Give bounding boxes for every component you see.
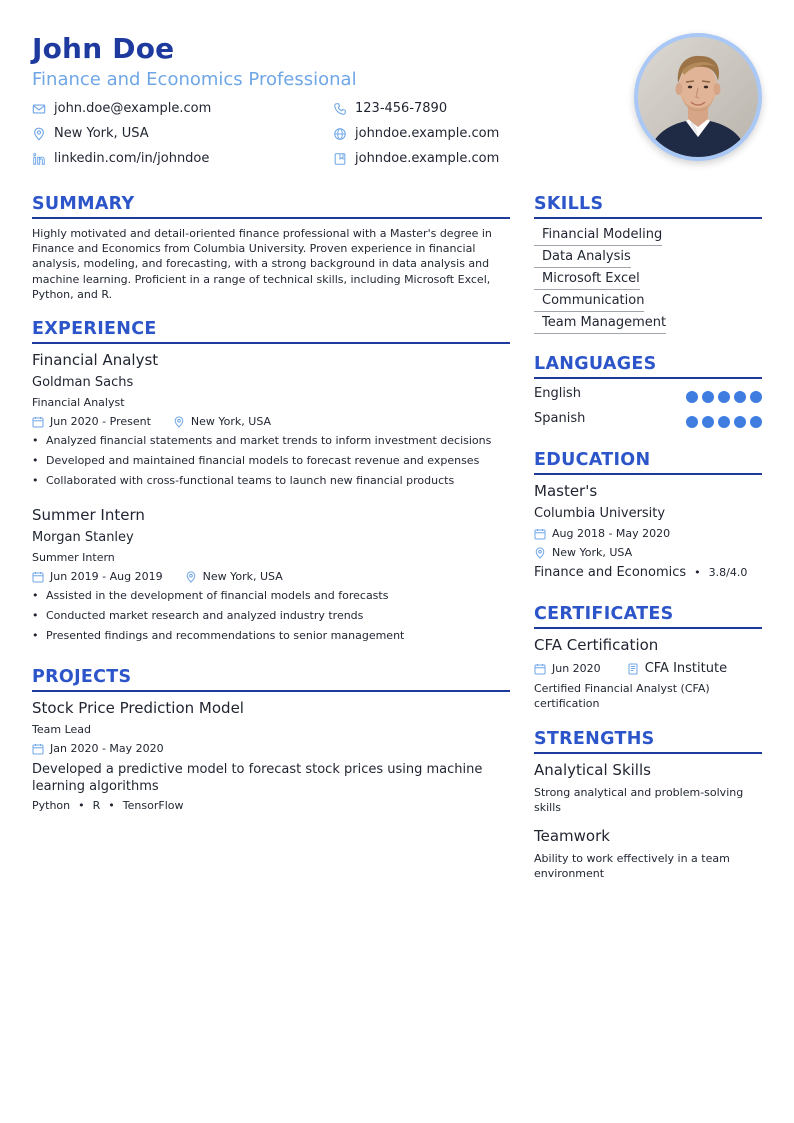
portfolio-text: johndoe.example.com (355, 151, 500, 166)
project-title: Stock Price Prediction Model (32, 699, 244, 717)
email-text: john.doe@example.com (54, 101, 212, 116)
job-bullet: • Developed and maintained financial models to forecast revenue and expenses (32, 454, 480, 467)
job-role: Summer Intern (32, 551, 115, 564)
section-title-summary: SUMMARY (32, 193, 510, 219)
proficiency-dot (702, 416, 714, 428)
section-title-experience: EXPERIENCE (32, 318, 510, 344)
section-title-education: EDUCATION (534, 449, 762, 475)
contact-email[interactable] (32, 101, 211, 116)
section-title-projects: PROJECTS (32, 666, 510, 692)
globe-icon (333, 127, 347, 141)
location-pin-icon (173, 416, 185, 428)
skill-tag: Team Management (534, 314, 666, 334)
linkedin-icon (32, 152, 46, 166)
education-location-row (534, 546, 632, 559)
section-title-languages: LANGUAGES (534, 353, 762, 379)
job-bullet: • Collaborated with cross-functional teams to launch new financial products (32, 474, 455, 487)
education-gpa: 3.8/4.0 (708, 566, 748, 579)
skill-tag: Data Analysis (534, 248, 631, 268)
proficiency-dot (734, 416, 746, 428)
job-role: Financial Analyst (32, 396, 125, 409)
location-pin-icon (32, 127, 46, 141)
phone-icon (333, 102, 347, 116)
project-tool: Python (32, 799, 71, 812)
candidate-headline: Finance and Economics Professional (32, 69, 357, 90)
project-description: Developed a predictive model to forecast stock prices using machine learning algorithms (32, 762, 483, 794)
proficiency-dot (750, 391, 762, 403)
proficiency-dot (686, 416, 698, 428)
project-tool: R (92, 799, 101, 812)
job-bullet: • Presented findings and recommendations to senior management (32, 629, 405, 642)
certificate-meta (534, 661, 727, 676)
certificate-issuer: CFA Institute (644, 661, 728, 676)
education-dates-row (534, 527, 670, 540)
job-company: Morgan Stanley (32, 530, 134, 545)
language-level (686, 416, 762, 428)
profile-photo (634, 33, 762, 161)
education-field-row: Finance and Economics • 3.8/4.0 (534, 565, 748, 580)
project-role: Team Lead (32, 723, 91, 736)
bookmark-icon (333, 152, 347, 166)
institution-icon (627, 663, 639, 675)
job-bullet: • Assisted in the development of financial models and forecasts (32, 589, 389, 602)
job-title: Summer Intern (32, 506, 145, 524)
certificate-date: Jun 2020 (552, 662, 601, 675)
project-tool: TensorFlow (122, 799, 184, 812)
job-title: Financial Analyst (32, 351, 159, 369)
phone-text: 123-456-7890 (355, 101, 448, 116)
skill-tag: Communication (534, 292, 644, 312)
proficiency-dot (702, 391, 714, 403)
section-title-skills: SKILLS (534, 193, 762, 219)
calendar-icon (534, 528, 546, 540)
project-tools: Python • R • TensorFlow (32, 799, 184, 812)
location-pin-icon (185, 571, 197, 583)
job-bullet: • Analyzed financial statements and market trends to inform investment decisions (32, 434, 492, 447)
calendar-icon (534, 663, 546, 675)
job-location: New York, USA (202, 570, 283, 583)
contact-portfolio[interactable] (333, 151, 499, 166)
language-name: Spanish (534, 411, 586, 426)
certificate-description: Certified Financial Analyst (CFA) certification (534, 682, 710, 710)
website-text: johndoe.example.com (355, 126, 500, 141)
education-degree: Master's (534, 482, 598, 500)
strength-description: Ability to work effectively in a team environment (534, 852, 730, 880)
skill-tag: Microsoft Excel (534, 270, 640, 290)
job-meta (32, 570, 283, 583)
summary-text: Highly motivated and detail-oriented finance professional with a Master's degree in Finance and Economics from Columbia University. Proven experience in financial analysis, modeling, and forecasting, with a strong background in data analysis and machine learning. Proficient in a range of technical skills, including Microsoft Excel, Python, and R. (32, 227, 492, 301)
contact-location (32, 126, 149, 141)
project-dates: Jan 2020 - May 2020 (50, 742, 164, 755)
proficiency-dot (718, 416, 730, 428)
location-text: New York, USA (54, 126, 149, 141)
contact-website[interactable] (333, 126, 499, 141)
proficiency-dot (750, 416, 762, 428)
contact-phone[interactable] (333, 101, 447, 116)
project-meta (32, 742, 164, 755)
section-title-certificates: CERTIFICATES (534, 603, 762, 629)
language-name: English (534, 386, 581, 401)
linkedin-text: linkedin.com/in/johndoe (54, 151, 210, 166)
avatar (638, 37, 758, 157)
strength-name: Teamwork (534, 827, 610, 845)
education-location: New York, USA (552, 546, 633, 559)
education-dates: Aug 2018 - May 2020 (552, 527, 671, 540)
job-location: New York, USA (190, 415, 272, 428)
proficiency-dot (718, 391, 730, 403)
proficiency-dot (686, 391, 698, 403)
location-pin-icon (534, 547, 546, 559)
calendar-icon (32, 416, 44, 428)
calendar-icon (32, 571, 44, 583)
contact-linkedin[interactable] (32, 151, 209, 166)
candidate-name: John Doe (32, 32, 175, 65)
strength-description: Strong analytical and problem-solving skills (534, 786, 744, 814)
job-bullet: • Conducted market research and analyzed industry trends (32, 609, 364, 622)
email-icon (32, 102, 46, 116)
section-title-strengths: STRENGTHS (534, 728, 762, 754)
language-level (686, 391, 762, 403)
skill-tag: Financial Modeling (534, 226, 662, 246)
calendar-icon (32, 743, 44, 755)
job-dates: Jun 2019 - Aug 2019 (50, 570, 163, 583)
job-meta (32, 415, 271, 428)
job-dates: Jun 2020 - Present (50, 415, 151, 428)
proficiency-dot (734, 391, 746, 403)
certificate-name: CFA Certification (534, 636, 659, 654)
job-company: Goldman Sachs (32, 375, 134, 390)
education-field: Finance and Economics (534, 565, 687, 580)
education-school: Columbia University (534, 506, 666, 521)
strength-name: Analytical Skills (534, 761, 651, 779)
